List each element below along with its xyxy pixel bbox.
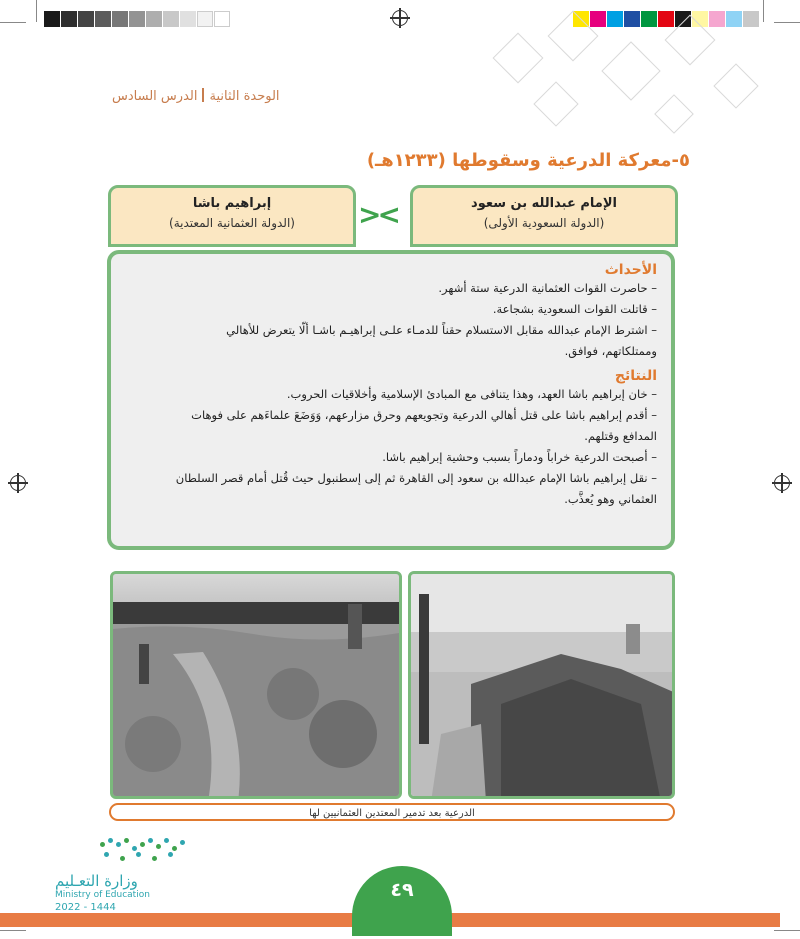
party-affiliation: (الدولة العثمانية المعتدية) <box>169 216 295 230</box>
section-title: ٥-معركة الدرعية وسقوطها (١٢٣٣هـ) <box>366 150 690 171</box>
events-item: – قاتلت القوات السعودية بشجاعة. <box>492 302 657 316</box>
party-affiliation: (الدولة السعودية الأولى) <box>483 216 605 230</box>
party-name: الإمام عبدالله بن سعود <box>471 196 617 211</box>
events-item: – حاصرت القوات العثمانية الدرعية ستة أشهر. <box>438 281 657 295</box>
photo-diriyah-ruins-right <box>408 571 675 799</box>
ministry-name-arabic: وزارة التعـليم <box>55 872 138 890</box>
events-item: وممتلكاتهم، فوافق. <box>564 344 657 358</box>
party-box-ottoman <box>108 185 356 247</box>
crop-mark <box>774 22 800 23</box>
results-item: المدافع وقتلهم. <box>584 429 657 443</box>
results-item: – خان إبراهيم باشا العهد، وهذا يتنافى مع المبادئ الإسلامية وأخلاقيات الحروب. <box>286 387 657 401</box>
events-item: – اشترط الإمام عبدالله مقابل الاستسلام حقناً للدمـاء علـى إبراهيـم باشـا ألّا يتعرض للأهالي <box>226 323 657 337</box>
page-number: ٤٩ <box>352 866 452 936</box>
party-name: إبراهيم باشا <box>192 196 272 211</box>
crop-mark <box>0 930 26 931</box>
results-item: – أقدم إبراهيم باشا على قتل أهالي الدرعية وتجويعهم وحرق مزارعهم، وَوَضَعَ علماءَهم على فوهات <box>191 408 657 422</box>
crop-mark <box>774 930 800 931</box>
breadcrumb-divider <box>202 88 204 102</box>
ministry-name-english: Ministry of Education <box>55 890 150 900</box>
photo-caption: الدرعية بعد تدمير المعتدين العثمانيين لها <box>109 803 675 821</box>
unit-label: الوحدة الثانية <box>209 89 280 104</box>
registration-mark-icon <box>774 475 790 491</box>
crop-mark <box>0 22 26 23</box>
crop-mark <box>36 0 37 22</box>
registration-mark-icon <box>392 10 408 26</box>
versus-arrows-icon: >< <box>358 198 397 231</box>
results-item: العثماني وهو يُعذَّب. <box>564 492 657 506</box>
crop-mark <box>763 0 764 22</box>
results-item: – أصبحت الدرعية خراباً ودماراً بسبب وحشية إبراهيم باشا. <box>382 450 657 464</box>
events-results-panel <box>107 250 675 550</box>
party-box-saudi <box>410 185 678 247</box>
events-heading: الأحداث <box>604 262 657 278</box>
results-heading: النتائج <box>614 368 657 384</box>
lesson-label: الدرس السادس <box>112 89 198 104</box>
breadcrumb <box>112 88 280 104</box>
results-item: – نقل إبراهيم باشا الإمام عبدالله بن سعود إلى القاهرة ثم إلى إسطنبول حيث قُتل أمام قصر السلطان <box>175 471 657 485</box>
registration-mark-icon <box>10 475 26 491</box>
photo-diriyah-ruins-left <box>110 571 402 799</box>
edition-year: 2022 - 1444 <box>55 902 116 913</box>
